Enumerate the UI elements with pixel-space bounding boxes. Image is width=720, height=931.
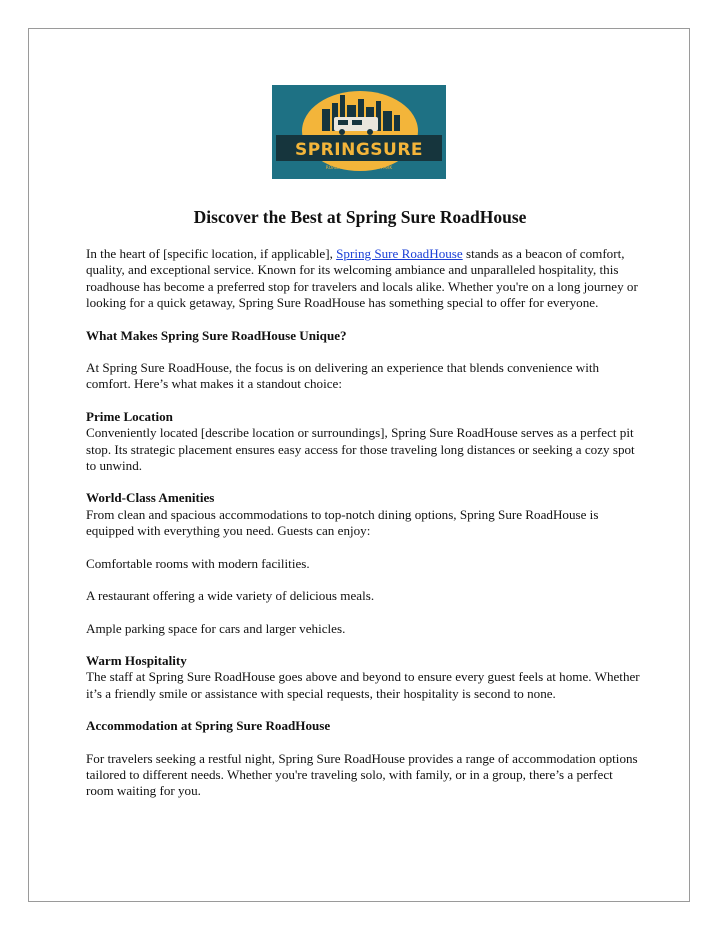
roadhouse-link[interactable]: Spring Sure RoadHouse xyxy=(336,246,463,261)
prime-location-paragraph: Conveniently located [describe location or surroundings], Spring Sure RoadHouse serves as a perfect pit stop. Its strategic placement ensures easy access for those traveling long distances or seeking a cozy spot to unwind. xyxy=(86,425,635,474)
document-body xyxy=(86,246,641,800)
logo-emblem-icon xyxy=(272,85,446,179)
prime-location-heading: Prime Location xyxy=(86,408,173,424)
unique-paragraph: At Spring Sure RoadHouse, the focus is on delivering an experience that blends convenience with comfort. Here’s what makes it a standout choice: xyxy=(86,360,600,392)
amenity-item: Comfortable rooms with modern facilities. xyxy=(86,555,310,571)
logo-tagline: ROADHOUSE & CARAVAN PARK xyxy=(325,166,393,171)
logo-wordmark: SPRINGSURE xyxy=(294,140,424,160)
springsure-logo xyxy=(272,85,446,179)
amenities-paragraph: From clean and spacious accommodations to top-notch dining options, Spring Sure RoadHouse is equipped with everything you need. Guests can enjoy: xyxy=(86,506,599,539)
intro-paragraph: In the heart of [specific location, if applicable], Spring Sure RoadHouse stands as a beacon of comfort, quality, and exceptional service. Known for its welcoming ambiance and unparalleled hospitality, this roadhouse has become a preferred stop for travelers and locals alike. Whether you're on a long journey or looking for a quick getaway, Spring Sure RoadHouse has something special to offer for everyone. xyxy=(86,246,638,311)
accommodation-heading: Accommodation at Spring Sure RoadHouse xyxy=(86,718,331,734)
accommodation-paragraph: For travelers seeking a restful night, Spring Sure RoadHouse provides a range of accommodation options tailored to different needs. Whether you're traveling solo, with family, or in a group, there’s a perfect room waiting for you. xyxy=(86,750,638,799)
hospitality-heading: Warm Hospitality xyxy=(86,652,187,668)
page-title: Discover the Best at Spring Sure RoadHouse xyxy=(193,207,527,227)
amenities-heading: World-Class Amenities xyxy=(86,490,215,506)
hospitality-paragraph: The staff at Spring Sure RoadHouse goes above and beyond to ensure every guest feels at home. Whether it’s a friendly smile or assistance with special requests, their hospitality is second to none. xyxy=(86,669,640,701)
unique-heading: What Makes Spring Sure RoadHouse Unique? xyxy=(86,327,347,343)
amenity-item: Ample parking space for cars and larger vehicles. xyxy=(86,620,346,636)
amenity-item: A restaurant offering a wide variety of delicious meals. xyxy=(86,588,375,604)
